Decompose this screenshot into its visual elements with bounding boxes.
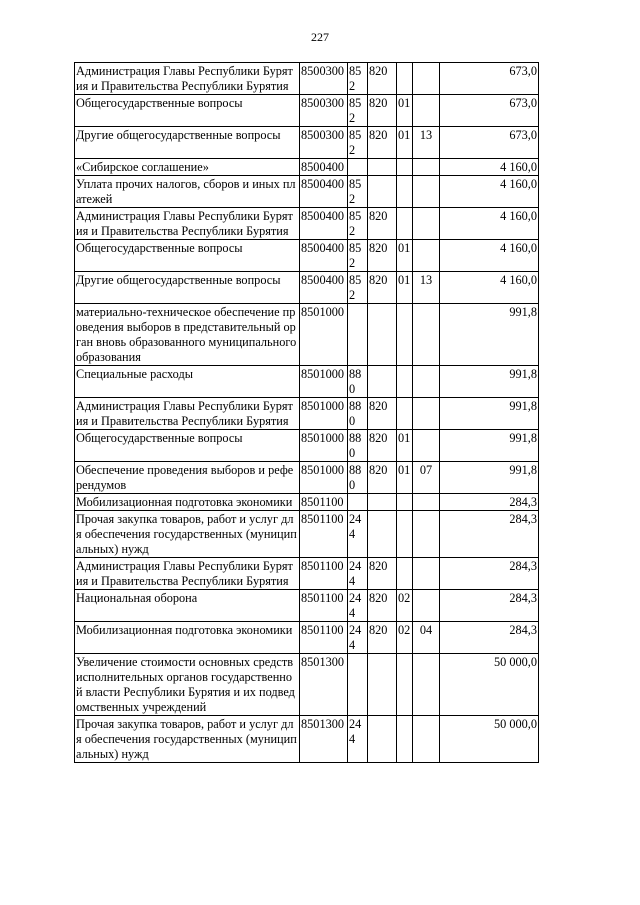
amount-cell: 284,3	[440, 511, 539, 558]
budget-manager-cell: 820	[368, 95, 397, 127]
row-name-cell: материально-техническое обеспечение проведения выборов в представительный орган вновь образованного муниципального образования	[75, 304, 300, 366]
target-article-cell: 8501000	[300, 398, 348, 430]
section-cell	[397, 63, 413, 95]
subsection-cell	[413, 430, 440, 462]
amount-cell: 284,3	[440, 494, 539, 511]
expense-type-cell: 852	[348, 63, 368, 95]
budget-manager-cell: 820	[368, 462, 397, 494]
target-article-cell: 8501000	[300, 462, 348, 494]
target-article-cell: 8500400	[300, 176, 348, 208]
budget-manager-cell: 820	[368, 590, 397, 622]
amount-cell: 4 160,0	[440, 272, 539, 304]
expense-type-cell: 852	[348, 127, 368, 159]
subsection-cell	[413, 95, 440, 127]
target-article-cell: 8500300	[300, 127, 348, 159]
row-name-cell: Уплата прочих налогов, сборов и иных платежей	[75, 176, 300, 208]
budget-manager-cell: 820	[368, 622, 397, 654]
subsection-cell	[413, 159, 440, 176]
budget-table	[74, 62, 539, 763]
amount-cell: 50 000,0	[440, 654, 539, 716]
target-article-cell: 8500300	[300, 63, 348, 95]
expense-type-cell: 244	[348, 558, 368, 590]
subsection-cell: 04	[413, 622, 440, 654]
section-cell	[397, 494, 413, 511]
amount-cell: 991,8	[440, 366, 539, 398]
expense-type-cell: 852	[348, 95, 368, 127]
table-row	[75, 654, 539, 716]
budget-table-body	[75, 63, 539, 763]
subsection-cell: 13	[413, 127, 440, 159]
budget-manager-cell: 820	[368, 398, 397, 430]
expense-type-cell	[348, 654, 368, 716]
subsection-cell	[413, 208, 440, 240]
expense-type-cell: 880	[348, 462, 368, 494]
expense-type-cell: 852	[348, 240, 368, 272]
table-row	[75, 63, 539, 95]
budget-manager-cell	[368, 511, 397, 558]
budget-manager-cell	[368, 716, 397, 763]
amount-cell: 50 000,0	[440, 716, 539, 763]
subsection-cell	[413, 590, 440, 622]
target-article-cell: 8501000	[300, 430, 348, 462]
section-cell: 02	[397, 622, 413, 654]
subsection-cell	[413, 304, 440, 366]
subsection-cell	[413, 398, 440, 430]
table-row	[75, 208, 539, 240]
amount-cell: 4 160,0	[440, 240, 539, 272]
table-row	[75, 366, 539, 398]
subsection-cell	[413, 511, 440, 558]
section-cell	[397, 159, 413, 176]
row-name-cell: Администрация Главы Республики Бурятия и Правительства Республики Бурятия	[75, 63, 300, 95]
budget-manager-cell: 820	[368, 558, 397, 590]
table-row	[75, 127, 539, 159]
expense-type-cell: 880	[348, 398, 368, 430]
budget-manager-cell	[368, 159, 397, 176]
table-row	[75, 304, 539, 366]
budget-manager-cell: 820	[368, 208, 397, 240]
row-name-cell: Другие общегосударственные вопросы	[75, 272, 300, 304]
expense-type-cell: 880	[348, 366, 368, 398]
table-row	[75, 558, 539, 590]
row-name-cell: Другие общегосударственные вопросы	[75, 127, 300, 159]
target-article-cell: 8500400	[300, 272, 348, 304]
subsection-cell	[413, 558, 440, 590]
row-name-cell: Прочая закупка товаров, работ и услуг для обеспечения государственных (муниципальных) нужд	[75, 716, 300, 763]
budget-manager-cell: 820	[368, 272, 397, 304]
section-cell	[397, 654, 413, 716]
table-row	[75, 430, 539, 462]
subsection-cell	[413, 176, 440, 208]
amount-cell: 991,8	[440, 462, 539, 494]
subsection-cell: 13	[413, 272, 440, 304]
section-cell: 01	[397, 95, 413, 127]
expense-type-cell: 244	[348, 716, 368, 763]
target-article-cell: 8500300	[300, 95, 348, 127]
subsection-cell	[413, 654, 440, 716]
row-name-cell: Увеличение стоимости основных средств исполнительных органов государственной власти Республики Бурятия и их подведомственных учреждений	[75, 654, 300, 716]
amount-cell: 991,8	[440, 430, 539, 462]
target-article-cell: 8501100	[300, 558, 348, 590]
section-cell	[397, 511, 413, 558]
section-cell: 01	[397, 240, 413, 272]
row-name-cell: Администрация Главы Республики Бурятия и Правительства Республики Бурятия	[75, 208, 300, 240]
budget-manager-cell: 820	[368, 63, 397, 95]
table-row	[75, 272, 539, 304]
expense-type-cell: 852	[348, 208, 368, 240]
expense-type-cell: 852	[348, 176, 368, 208]
subsection-cell	[413, 240, 440, 272]
target-article-cell: 8501300	[300, 716, 348, 763]
expense-type-cell	[348, 304, 368, 366]
table-row	[75, 176, 539, 208]
amount-cell: 284,3	[440, 622, 539, 654]
budget-manager-cell	[368, 176, 397, 208]
section-cell	[397, 304, 413, 366]
table-row	[75, 511, 539, 558]
amount-cell: 4 160,0	[440, 208, 539, 240]
row-name-cell: Специальные расходы	[75, 366, 300, 398]
expense-type-cell	[348, 494, 368, 511]
budget-manager-cell: 820	[368, 127, 397, 159]
table-row	[75, 95, 539, 127]
section-cell: 01	[397, 127, 413, 159]
row-name-cell: Общегосударственные вопросы	[75, 95, 300, 127]
target-article-cell: 8501100	[300, 511, 348, 558]
target-article-cell: 8501100	[300, 590, 348, 622]
amount-cell: 673,0	[440, 95, 539, 127]
amount-cell: 991,8	[440, 398, 539, 430]
row-name-cell: Общегосударственные вопросы	[75, 430, 300, 462]
expense-type-cell: 244	[348, 590, 368, 622]
row-name-cell: Администрация Главы Республики Бурятия и Правительства Республики Бурятия	[75, 558, 300, 590]
table-row	[75, 398, 539, 430]
table-row	[75, 462, 539, 494]
target-article-cell: 8501100	[300, 494, 348, 511]
amount-cell: 4 160,0	[440, 159, 539, 176]
table-row	[75, 159, 539, 176]
row-name-cell: Общегосударственные вопросы	[75, 240, 300, 272]
budget-manager-cell	[368, 304, 397, 366]
section-cell	[397, 558, 413, 590]
section-cell	[397, 716, 413, 763]
budget-manager-cell: 820	[368, 430, 397, 462]
page-number: 227	[311, 30, 329, 44]
target-article-cell: 8501000	[300, 366, 348, 398]
amount-cell: 673,0	[440, 63, 539, 95]
target-article-cell: 8501000	[300, 304, 348, 366]
row-name-cell: Мобилизационная подготовка экономики	[75, 494, 300, 511]
amount-cell: 673,0	[440, 127, 539, 159]
table-row	[75, 590, 539, 622]
subsection-cell	[413, 494, 440, 511]
table-row	[75, 240, 539, 272]
section-cell	[397, 208, 413, 240]
budget-manager-cell	[368, 654, 397, 716]
table-row	[75, 716, 539, 763]
expense-type-cell: 852	[348, 272, 368, 304]
row-name-cell: Национальная оборона	[75, 590, 300, 622]
section-cell: 01	[397, 462, 413, 494]
amount-cell: 284,3	[440, 558, 539, 590]
expense-type-cell: 244	[348, 622, 368, 654]
section-cell	[397, 176, 413, 208]
amount-cell: 4 160,0	[440, 176, 539, 208]
row-name-cell: Администрация Главы Республики Бурятия и Правительства Республики Бурятия	[75, 398, 300, 430]
subsection-cell	[413, 716, 440, 763]
section-cell	[397, 398, 413, 430]
section-cell: 02	[397, 590, 413, 622]
row-name-cell: Прочая закупка товаров, работ и услуг для обеспечения государственных (муниципальных) нужд	[75, 511, 300, 558]
budget-manager-cell	[368, 366, 397, 398]
section-cell: 01	[397, 430, 413, 462]
subsection-cell	[413, 63, 440, 95]
target-article-cell: 8501100	[300, 622, 348, 654]
row-name-cell: Обеспечение проведения выборов и референдумов	[75, 462, 300, 494]
amount-cell: 991,8	[440, 304, 539, 366]
expense-type-cell	[348, 159, 368, 176]
row-name-cell: «Сибирское соглашение»	[75, 159, 300, 176]
table-row	[75, 494, 539, 511]
subsection-cell	[413, 366, 440, 398]
target-article-cell: 8500400	[300, 208, 348, 240]
subsection-cell: 07	[413, 462, 440, 494]
expense-type-cell: 880	[348, 430, 368, 462]
row-name-cell: Мобилизационная подготовка экономики	[75, 622, 300, 654]
target-article-cell: 8500400	[300, 240, 348, 272]
section-cell	[397, 366, 413, 398]
budget-manager-cell	[368, 494, 397, 511]
budget-manager-cell: 820	[368, 240, 397, 272]
target-article-cell: 8501300	[300, 654, 348, 716]
target-article-cell: 8500400	[300, 159, 348, 176]
amount-cell: 284,3	[440, 590, 539, 622]
expense-type-cell: 244	[348, 511, 368, 558]
section-cell: 01	[397, 272, 413, 304]
table-row	[75, 622, 539, 654]
